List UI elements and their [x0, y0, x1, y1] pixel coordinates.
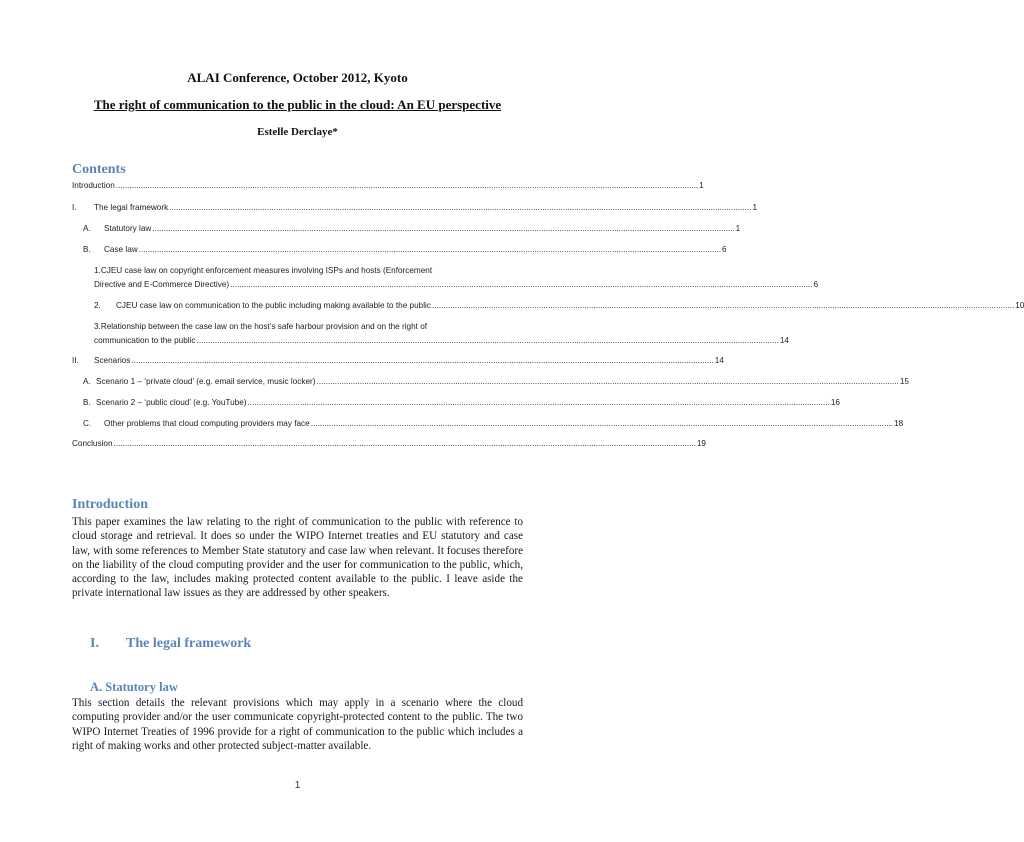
toc-label: Relationship between the case law on the host’s safe harbour provision and on the right of — [100, 322, 428, 331]
toc-number: II. — [72, 356, 79, 365]
toc-label: Conclusion — [72, 439, 113, 448]
toc-entry-case-law[interactable] — [83, 244, 727, 256]
toc-entry-other-problems[interactable] — [83, 418, 904, 430]
toc-entry-enforcement-line1[interactable] — [94, 265, 523, 277]
toc-label: The legal framework — [94, 203, 169, 212]
toc-entry-communication[interactable] — [94, 300, 1024, 312]
toc-entry-introduction[interactable] — [72, 180, 704, 192]
toc-number: 2. — [94, 301, 101, 310]
statutory-law-heading: A. Statutory law — [90, 680, 178, 694]
toc-entry-relationship[interactable] — [94, 335, 789, 347]
toc-leader-dots: ................................................................................................................................................................................................................................................................ — [152, 224, 735, 233]
toc-page: 14 — [714, 356, 724, 365]
toc-label: Scenario 1 – ‘private cloud’ (e.g. email service, music locker) — [96, 377, 316, 386]
toc-page: 1 — [735, 224, 741, 233]
toc-number: I. — [72, 203, 77, 212]
toc-entry-scenario-1[interactable] — [83, 376, 909, 388]
toc-leader-dots: ................................................................................................................................................................................................................................................................ — [113, 439, 696, 448]
toc-entry-scenario-2[interactable] — [83, 397, 840, 409]
toc-leader-dots: ................................................................................................................................................................................................................................................................ — [316, 377, 899, 386]
conference-line: ALAI Conference, October 2012, Kyoto — [187, 70, 408, 85]
author-name: Estelle Derclaye* — [257, 126, 338, 138]
section-number: I. — [90, 636, 99, 651]
toc-leader-dots: ................................................................................................................................................................................................................................................................ — [131, 356, 714, 365]
toc-leader-dots: ................................................................................................................................................................................................................................................................ — [310, 419, 894, 428]
toc-label: CJEU case law on copyright enforcement measures involving ISPs and hosts (Enforcement — [100, 266, 433, 275]
toc-number: 1. — [94, 266, 101, 275]
toc-number: B. — [83, 398, 91, 407]
toc-leader-dots: ................................................................................................................................................................................................................................................................ — [230, 280, 813, 289]
toc-leader-dots: ................................................................................................................................................................................................................................................................ — [138, 245, 722, 254]
paper-title: The right of communication to the public in the cloud: An EU perspective — [93, 97, 502, 112]
section-title: The legal framework — [126, 636, 252, 651]
toc-label: Scenarios — [94, 356, 131, 365]
toc-label: Directive and E-Commerce Directive) — [94, 280, 230, 289]
toc-entry-legal-framework[interactable] — [72, 202, 758, 214]
legal-framework-heading — [90, 636, 251, 652]
toc-label: communication to the public — [94, 336, 196, 345]
toc-entry-enforcement[interactable] — [94, 279, 819, 291]
toc-label: Statutory law — [104, 224, 152, 233]
toc-page: 19 — [696, 439, 706, 448]
toc-label: Introduction — [72, 181, 115, 190]
toc-number: C. — [83, 419, 92, 428]
toc-entry-scenarios[interactable] — [72, 355, 724, 367]
toc-number: B. — [83, 245, 91, 254]
toc-page: 6 — [813, 280, 819, 289]
toc-label: Scenario 2 – ‘public cloud’ (e.g. YouTube) — [96, 398, 247, 407]
toc-leader-dots: ................................................................................................................................................................................................................................................................ — [247, 398, 830, 407]
toc-entry-statutory-law[interactable] — [83, 223, 741, 235]
toc-entry-conclusion[interactable] — [72, 438, 706, 450]
toc-page: 14 — [779, 336, 789, 345]
toc-label: CJEU case law on communication to the public including making available to the public — [116, 301, 431, 310]
toc-leader-dots: ................................................................................................................................................................................................................................................................ — [169, 203, 752, 212]
toc-leader-dots: ................................................................................................................................................................................................................................................................ — [196, 336, 779, 345]
page-number: 1 — [294, 780, 301, 791]
toc-label: Case law — [104, 245, 138, 254]
toc-number: A. — [83, 224, 91, 233]
introduction-heading: Introduction — [72, 497, 148, 512]
toc-page: 1 — [699, 181, 704, 190]
statutory-law-paragraph: This section details the relevant provisions which may apply in a scenario where the cloud computing provider and/or the user communicate copyright-protected content to the public. The two WIPO Internet Treaties of 1996 provide for a right of communication to the public which includes a right of making works and other protected subject-matter available. — [72, 697, 523, 752]
toc-number: A. — [83, 377, 91, 386]
toc-label: Other problems that cloud computing providers may face — [104, 419, 310, 428]
toc-page: 18 — [894, 419, 904, 428]
contents-heading: Contents — [72, 162, 126, 177]
toc-page: 16 — [830, 398, 840, 407]
toc-page: 10 — [1015, 301, 1024, 310]
toc-entry-relationship-line1[interactable] — [94, 321, 523, 333]
toc-leader-dots: ................................................................................................................................................................................................................................................................ — [431, 301, 1015, 310]
introduction-paragraph: This paper examines the law relating to the right of communication to the public with reference to cloud storage and retrieval. It does so under the WIPO Internet treaties and EU statutory and case law, with some references to Member State statutory and case law when relevant. It focuses therefore on the liability of the cloud computing provider and the user for communication to the public, which, according to the law, includes making protected content available to the public. I leave aside the private international law issues as they are addressed by other speakers. — [72, 516, 523, 600]
toc-page: 15 — [899, 377, 909, 386]
toc-number: 3. — [94, 322, 101, 331]
toc-page: 1 — [752, 203, 758, 212]
toc-page: 6 — [722, 245, 727, 254]
toc-leader-dots: ................................................................................................................................................................................................................................................................ — [115, 181, 699, 190]
